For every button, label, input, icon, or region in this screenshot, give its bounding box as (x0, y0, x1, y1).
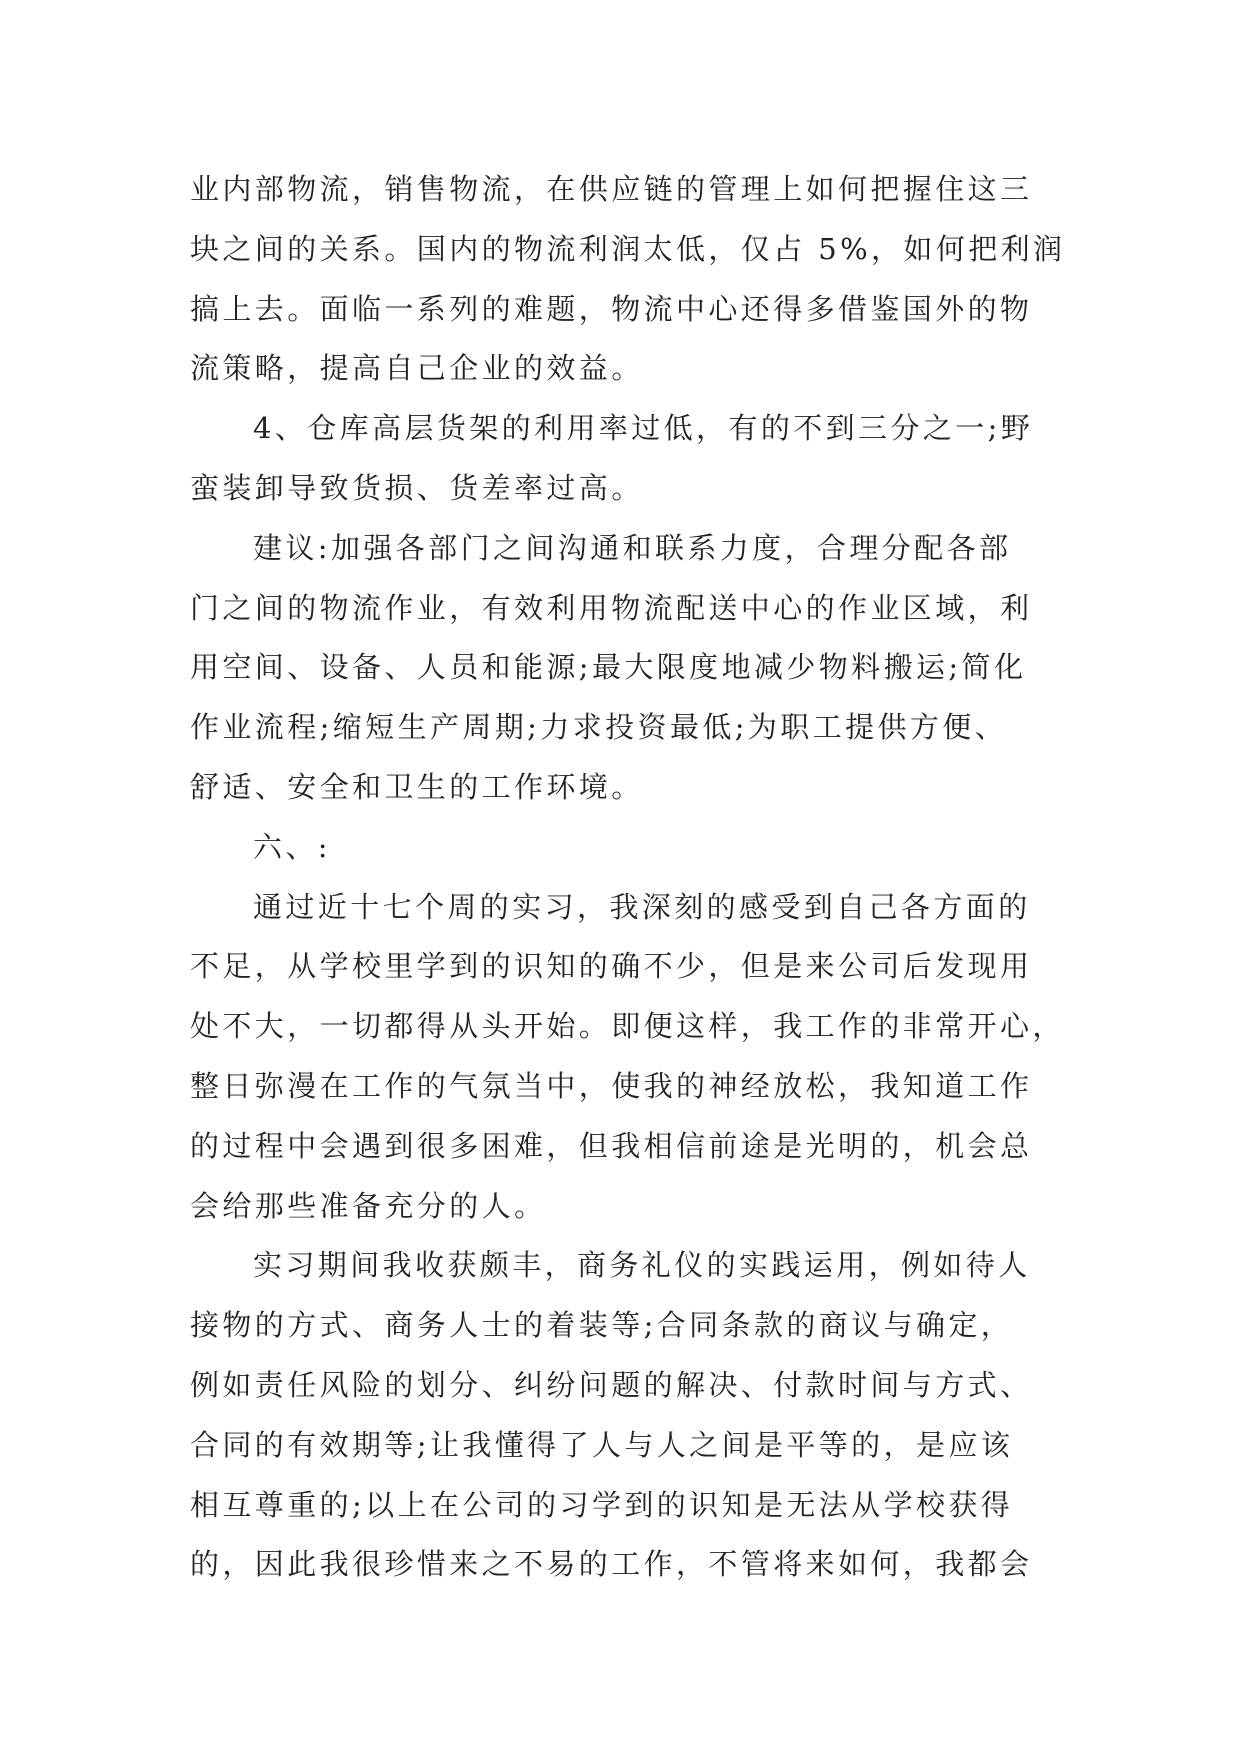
text-line: 业内部物流，销售物流，在供应链的管理上如何把握住这三 (190, 172, 1033, 206)
text-line: 搞上去。面临一系列的难题，物流中心还得多借鉴国外的物 (190, 291, 1033, 326)
text-line: 例如责任风险的划分、纠纷问题的解决、付款时间与方式、 (190, 1367, 1033, 1402)
text-line: 实习期间我收获颇丰，商务礼仪的实践运用，例如待人 (253, 1248, 1031, 1283)
text-line: 舒适、安全和卫生的工作环境。 (190, 769, 644, 804)
text-line: 处不大，一切都得从头开始。即便这样，我工作的非常开心， (190, 1009, 1065, 1044)
text-line: 门之间的物流作业，有效利用物流配送中心的作业区域，利 (190, 590, 1033, 625)
text-line: 建议:加强各部门之间沟通和联系力度，合理分配各部 (253, 530, 1012, 565)
text-line: 相互尊重的;以上在公司的习学到的识知是无法从学校获得 (190, 1487, 1014, 1522)
section-heading: 六、: (253, 829, 331, 864)
text-line: 通过近十七个周的实习，我深刻的感受到自己各方面的 (253, 889, 1031, 924)
text-line: 作业流程;缩短生产周期;力求投资最低;为职工提供方便、 (190, 710, 1008, 745)
text-line: 会给那些准备充分的人。 (190, 1188, 547, 1223)
text-line: 的过程中会遇到很多困难，但我相信前途是光明的，机会总 (190, 1128, 1033, 1163)
text-line: 用空间、设备、人员和能源;最大限度地减少物料搬运;简化 (190, 650, 1027, 685)
text-line: 块之间的关系。国内的物流利润太低，仅占 5%，如何把利润 (190, 231, 1066, 266)
text-line: 合同的有效期等;让我懂得了人与人之间是平等的，是应该 (190, 1427, 1014, 1462)
text-line: 不足，从学校里学到的识知的确不少，但是来公司后发现用 (190, 949, 1033, 984)
text-line: 接物的方式、商务人士的着装等;合同条款的商议与确定， (190, 1308, 1014, 1343)
body-text (190, 160, 1066, 1595)
text-line: 蛮装卸导致货损、货差率过高。 (190, 470, 644, 505)
text-line: 流策略，提高自己企业的效益。 (190, 351, 644, 386)
text-line: 4、仓库高层货架的利用率过低，有的不到三分之一;野 (253, 411, 1034, 446)
text-line: 整日弥漫在工作的气氛当中，使我的神经放松，我知道工作 (190, 1068, 1033, 1103)
text-line: 的，因此我很珍惜来之不易的工作，不管将来如何，我都会 (190, 1547, 1033, 1582)
